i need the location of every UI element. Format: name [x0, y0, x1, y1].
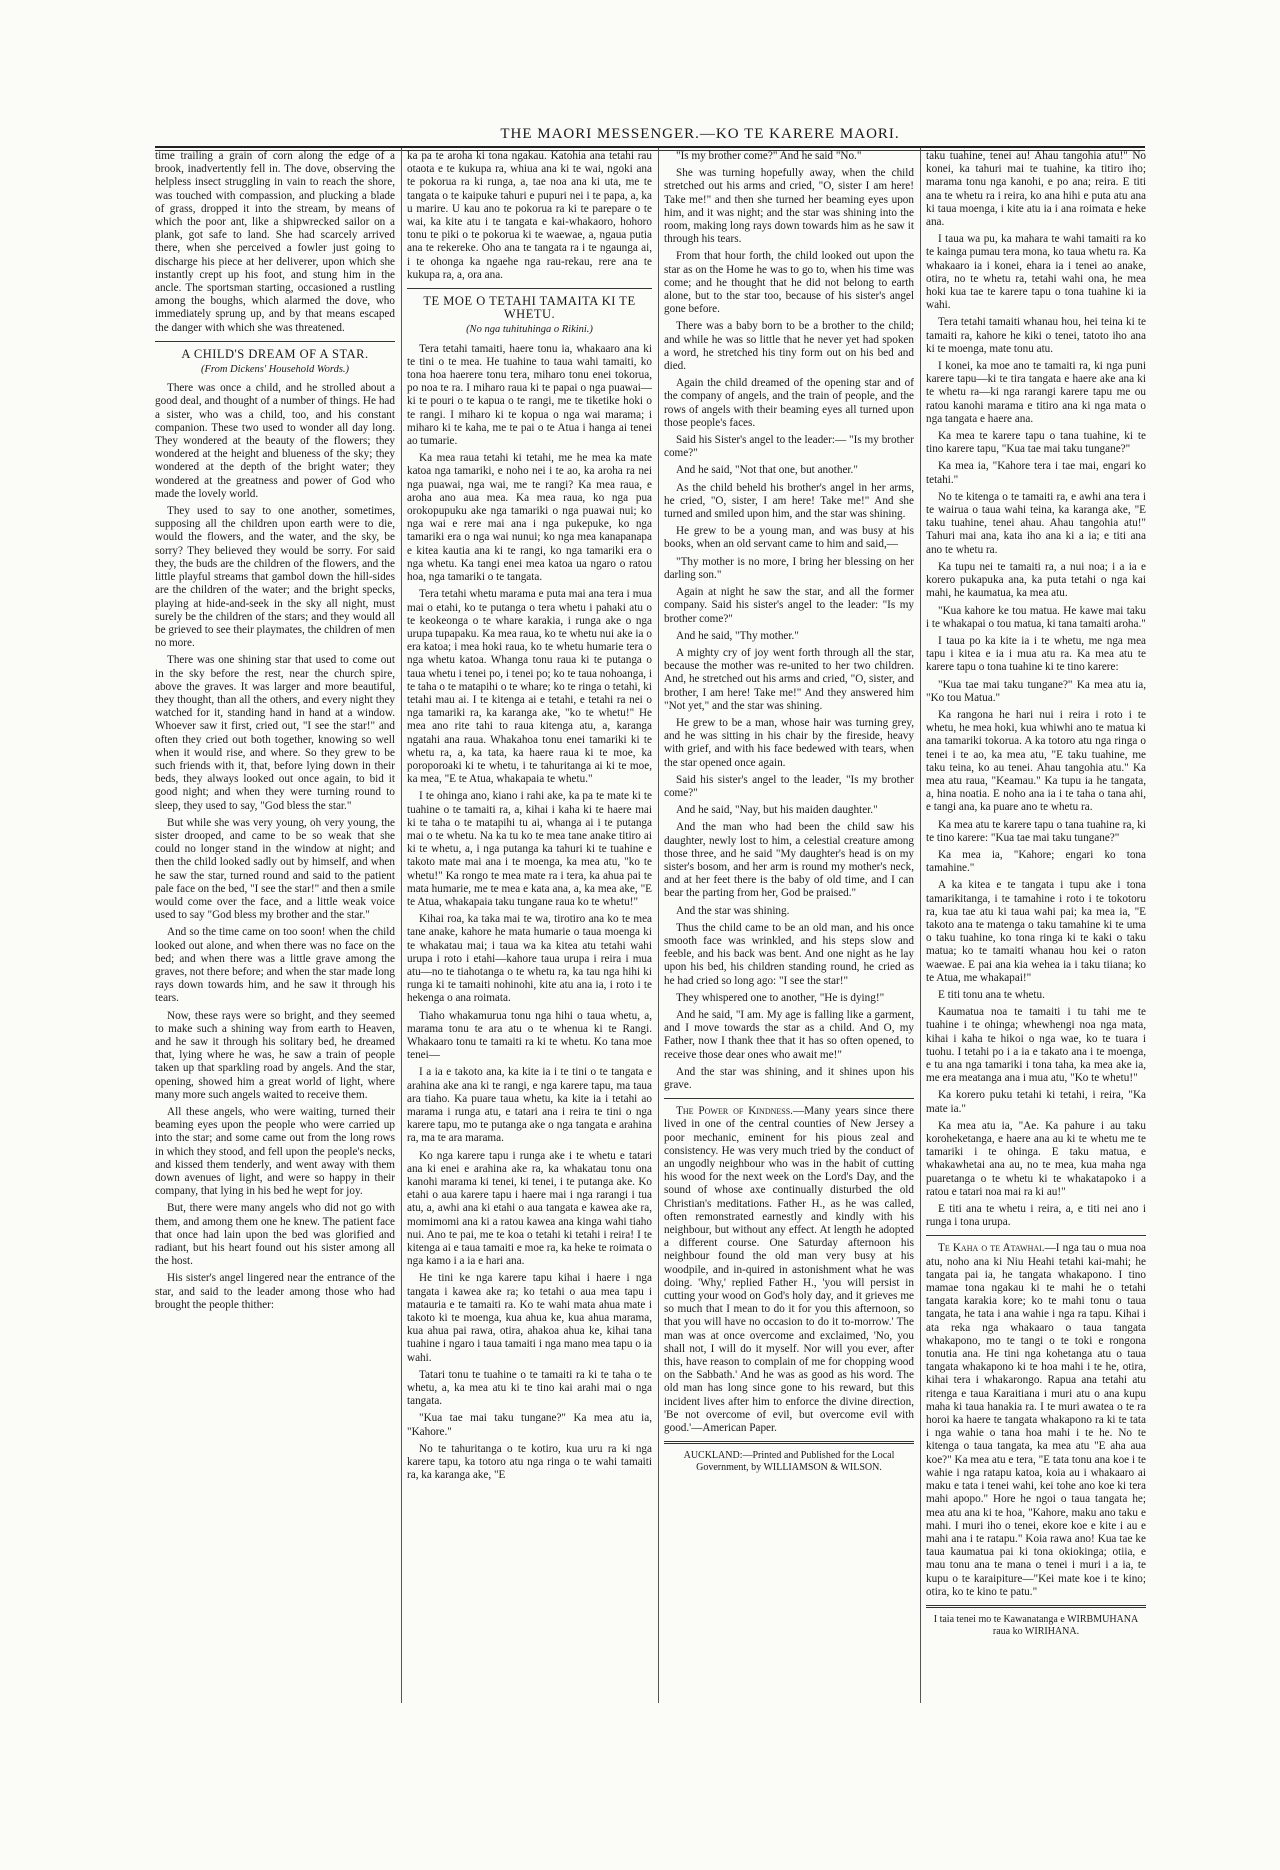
- paragraph: From that hour forth, the child looked out upon the star as on the Home he was to go to, when his time was come; and he thought that he did not belong to earth alone, but to the star too, because of his sister's angel gone before.: [664, 250, 914, 316]
- paragraph: She was turning hopefully away, when the child stretched out his arms and cried, "O, sister I am here! Take me!" and then she turned her beaming eyes upon him, and it was night; and the star was shining into the room, making long rays down towards him as he saw it through his tears.: [664, 167, 914, 246]
- paragraph: Ko nga karere tapu i runga ake i te whetu e tatari ana ki enei e arahina ake ra, ka whakatau tonu ona kanohi marama ki tenei, ki tenei, i te putanga ake. Ko etahi o aua karere tapu i haere mai i nga rarangi i tua atu, a, awhi ana ki etahi o aua tangata e kawea ake ra, momimomi ana ki a ratou kawea ana kinga wahi tiaho nui. Ano te pai, me te koa o tetahi ki tetahi i reira! I te kitenga ai e taua tamaiti e moe ra, ka heke te roimata o nga kamo i a ia e hari ana.: [407, 1149, 652, 1268]
- printer-imprint: I taia tenei mo te Kawanatanga e WIRBMUHANA raua ko WIRIHANA.: [933, 1613, 1139, 1637]
- paragraph: Ka mea ia, "Kahore tera i tae mai, engari ko tetahi.": [926, 460, 1146, 486]
- paragraph: Again at night he saw the star, and all the former company. Said his sister's angel to the leader: "Is my brother come?": [664, 586, 914, 625]
- ant-dove-fable-end: time trailing a grain of corn along the edge of a brook, inadvertently fell in. The dove, observing the helpless insect struggling in vain to reach the shore, was touched with compassion, and plucking a blade of grass, dropped it into the stream, by means of which the poor ant, like a shipwrecked sailor on a plank, got safe to land. She had scarcely arrived there, when she perceived a fowler just going to discharge his piece at her deliverer, upon which she instantly crept up his foot, and stung him in the ancle. The sportsman starting, occasioned a rustling among the boughs, which alarmed the dove, who immediately sprung up, and by that means escaped the danger with which she was threatened.: [155, 150, 395, 334]
- paragraph: Ka mea atu ia, "Ae. Ka pahure i au taku koroheketanga, e haere ana au ki te whetu me te tamariki i te ohinga. E taku matua, e whakawhetai ana au, no te mea, kua maha nga puaretanga o te whetu ki te whakatapoko i a ratou e tatari noa mai ra ki au!": [926, 1119, 1146, 1198]
- paragraph: And he said, "I am. My age is falling like a garment, and I move towards the star as a child. And O, my Father, now I thank thee that it has so often opened, to receive those dear ones who await me!": [664, 1008, 914, 1061]
- article-heading: TE MOE O TETAHI TAMAITA KI TE WHETU.: [423, 294, 636, 322]
- column-divider: [401, 148, 402, 1703]
- paragraph: Said his sister's angel to the leader, "Is my brother come?": [664, 773, 914, 799]
- paragraph: A ka kitea e te tangata i tupu ake i tona tamarikitanga, i te tamahine i roto i te tokotoru ra, kua tae atu ki taua wahi pai; ka mea ia, "E takoto ana te matenga o taku tamahine ki te uma o taku tuahine, ko tona ringa ki te kaki o taku matua; ko te tamaiti whanau hou kei o raton waewae. E pai ana kia wehea ia i taku tiiana; ko te Atua, me whakapai!": [926, 879, 1146, 984]
- paragraph: Thus the child came to be an old man, and his once smooth face was wrinkled, and his steps slow and feeble, and his back was bent. And one night as he lay upon his bed, his children standing round, he cried as he had cried so long ago: "I see the star!": [664, 921, 914, 987]
- paragraph: And the man who had been the child saw his daughter, newly lost to him, a celestial creature among those three, and he said "My daughter's head is on my sister's bosom, and her arm is round my mother's neck, and at her feet there is the baby of old time, and I can bear the parting from her, God be praised.": [664, 821, 914, 900]
- paragraph: Tera tetahi tamaiti, haere tonu ia, whakaaro ana ki te tini o te mea. He tuahine to taua wahi tamaiti, ko tona hoa haerere tonu tera, miharo tonu enei tokorua, po noa te ra. I miharo raua ki te papai o nga puawai—ki te pouri o te kapua o te rangi, me te tiketike hoki o te rangi. I miharo ki te kopua o nga wai marama; i miharo ki te kaha, me te pai o te Atua i hanga ai tenei ao tumarie.: [407, 342, 652, 448]
- kaha-body: —I nga tau o mua noa atu, noho ana ki Niu Heahi tetahi kai-mahi; he tangata pai ia, he tangata whakapono. I tino mamae tona ngakau ki te mahi he o tetahi tangata karakia kore; ko te mahi tonu o taua tangata, he tata i ana wahie i nga ra tapu. Kihai i ata reka nga whakaaro o taua tangata whakapono, mo te tangi o te toki e rongona tonutia ana. He tini nga kohetanga atu o taua tangata whakapono ki te hoa mahi i te he, otira, kihai tera i whakarongo. Rapua ana tetahi atu ritenga e taua Karaitiana i muri atu o ana kupu maha ki taua hanakia ra. I te muri awatea o te ra horoi ka haere te tangata whakapono ra ki te tata i nga wahie o tana hoa mahi i te he. No te kitenga o taua tangata, ka mea atu "E aha aua koe?" Ka mea atu e tera, "E tata tonu ana koe i te wahie i nga ratapu katoa, koia au i whakaaro ai maku e tata i tenei wahi, kei tohe ano koe ki tera mahi apopo." Hore he ngoi o taua tangata he; mea atu ana ki te hoa, "Kahore, maku ano taku e mahi. I muri iho o tenei, ekore koe e kite i au e mahi ana i te ratapu." Koia rawa ano! Kua tae ke taua kaumatua pai ki tona okiokinga; otiia, e mau tonu ana te mana o tenei i muri i a ia, te kupu o te karaipiture—"Kei mate koe i te kino; otira, ko te kino te patu.": [926, 1242, 1146, 1598]
- paragraph: There was a baby born to be a brother to the child; and while he was so little that he never yet had spoken a word, he stretched his tiny form out on his bed and died.: [664, 320, 914, 373]
- paragraph: Again the child dreamed of the opening star and of the company of angels, and the train of people, and the rows of angels with their beaming eyes all turned upon those people's faces.: [664, 377, 914, 429]
- masthead-rule: [155, 146, 1145, 148]
- paragraph: No te tahuritanga o te kotiro, kua uru ra ki nga karere tapu, ka totoro atu nga ringa o te wahi tamaiti ra, ka karanga ake, "E: [407, 1442, 652, 1482]
- section-divider: [664, 1098, 914, 1099]
- paragraph: Ka mea te karere tapu o tana tuahine, ki te tino karere tapu, "Kua tae mai taku tungane?": [926, 430, 1146, 456]
- paragraph: Kaumatua noa te tamaiti i tu tahi me te tuahine i te ohinga; whewhengi noa nga mata, kihai i kaha te hikoi o nga wae, ko te tuara i tuohu. I tetahi po i a ia e takato ana i te moenga, e tu ana nga tamariki i tona taha, ka mea ake ia, me era meatanga ana i mua atu, "Ko te whetu!": [926, 1006, 1146, 1085]
- column-divider: [658, 148, 659, 1703]
- paragraph: Tera tetahi whetu marama e puta mai ana tera i mua mai o etahi, ko te putanga o tera whetu i pahaki atu o te keokeonga o te whare karakia, i runga ake o nga urupa tupapaku. Ka mea raua, ko te whetu nui ake ia o era katoa; i mea hoki raua, ko te whetu humarie tera o nga whetu katoa. Whanga tonu raua ki te putanga o taua whetu i tenei po, i tenei po; ko te taua nohoanga, i te taha o te matapihi o te whare; ko te ringa o tetahi, ki tetahi mau ai. I te kitenga ai e tetahi, e tetahi ra nei o nga tamariki ra, ka karanga ake, "ko te whetu!" He mea ano rite tahi to raua kitenga atu, a, karanga ngatahi ana raua. Whakahoa tonu enei tamariki ki te whetu ra, a, ka tata, ka haere raua ki te moe, ka poroporoaki ki te whetu, i te tahuritanga ai ki te moe, ka mea, "E te Atua, whakapaia te whetu.": [407, 588, 652, 786]
- column-maori-left: [407, 150, 652, 1700]
- paragraph: There was once a child, and he strolled about a good deal, and thought of a number of things. He had a sister, who was a child, too, and his constant companion. These two used to wonder all day long. They wondered at the beauty of the flowers; they wondered at the height and blueness of the sky; they wondered at the depth of the bright water; they wondered at the greatness and power of God who made the lovely world.: [155, 382, 395, 500]
- column-english-left: [155, 150, 395, 1700]
- kaha-article: [926, 1242, 1146, 1598]
- printer-imprint: AUCKLAND:—Printed and Published for the Local Government, by WILLIAMSON & WILSON.: [683, 1450, 895, 1474]
- paragraph: His sister's angel lingered near the entrance of the star, and said to the leader among those who had brought the people thither:: [155, 1272, 395, 1311]
- paragraph: Ka korero puku tetahi ki tetahi, i reira, "Ka mate ia.": [926, 1089, 1146, 1115]
- column-divider: [920, 148, 921, 1703]
- kindness-article: [664, 1105, 914, 1435]
- paragraph: E titi tonu ana te whetu.: [938, 988, 1045, 1001]
- paragraph: No te kitenga o te tamaiti ra, e awhi ana tera i te wairua o taua wahi teina, ka karanga ake, "E taku tuahine, tenei ahau. Ahau tangohia atu!" Tahuri mai ana, kata iho ana ki a ia; e titi ana ano te whetu ra.: [926, 490, 1146, 556]
- column-english-right: [664, 150, 914, 1705]
- paragraph: And he said, "Thy mother.": [676, 629, 799, 642]
- paragraph: Ka mea raua tetahi ki tetahi, me he mea ka mate katoa nga tamariki, e noho nei i te ao, ka aroha ra nei nga puawai, nga wai, me te rangi? Ka mea raua, e aroha ano aua mea. Ka mea raua, ko nga pua orokopupuku ake nga tamariki o nga puawai nui; ko nga wai e rere mai ana i nga pukepuke, ko nga tamariki era o nga wai nunui; ko nga mea kanapanapa e kitea kautia ana ki te rangi, ko nga tamariki era o nga whetu. Ka tangi enei mea katoa ua ngaro o ratou hoa, nga tamariki o te tangata.: [407, 452, 652, 584]
- paragraph: And he said, "Not that one, but another.": [676, 464, 858, 477]
- paragraph: And the star was shining.: [676, 904, 790, 917]
- paragraph: A mighty cry of joy went forth through all the star, because the mother was re-united to her two children. And, he stretched out his arms and cried, "O, sister, and brother, I am here! Take me!" And they answered him "Not yet," and the star was shining.: [664, 646, 914, 712]
- paragraph: But while she was very young, oh very young, the sister drooped, and came to be so weak that she could no longer stand in the window at night; and then the child looked sadly out by himself, and when he saw the star, turned round and said to the patient pale face on the bed, "I see the star!" and then a smile would come over the face, and a little weak voice used to say "God bless my brother and the star.": [155, 816, 395, 922]
- paragraph: Now, these rays were so bright, and they seemed to make such a shining way from earth to Heaven, and he saw it through his solitary bed, he dreamed that, lying where he was, he saw a train of people taken up that sparkling road by angels. And the star, opening, showed him a great world of light, where many more such angels waited to receive them.: [155, 1009, 395, 1101]
- paragraph: I te ohinga ano, kiano i rahi ake, ka pa te mate ki te tuahine o te tamaiti ra, a, kihai i kaha ki te haere mai ki te taha o te matapihi tu ai, whanga ai i te putanga mai o te whetu. Na ka tu ko te mea tane anake titiro ai ki te whetu, a, i nga putanga ka tahuri ki te tuahine e takoto mate mai ana i te moenga, ka mea atu, "ko te whetu!" Ka rongo te mea mate ra i tera, ka ahua pai te mata humarie, me te mea e kata ana, a, ka mea ake, "E te Atua, whakapaia taku tungane raua ko te whetu!": [407, 790, 652, 908]
- paragraph: "Thy mother is no more, I bring her blessing on her darling son.": [664, 555, 914, 581]
- paragraph: I taua po ka kite ia i te whetu, me nga mea tapu i kitea e ia i mua atu ra. Ka mea atu te karere tapu o tona tuahine ki te tino karere:: [926, 634, 1146, 674]
- paragraph: There was one shining star that used to come out in the sky before the rest, near the church spire, above the graves. It was larger and more beautiful, they thought, than all the others, and every night they watched for it, standing hand in hand at a window. Whoever saw it first, cried out, "I see the star!" and often they cried out both together, knowing so well when it would rise, and where. So they grew to be such friends with it, that, before lying down in their beds, they always looked out once again, to bid it good night; and when they were turning round to sleep, they used to say, "God bless the star.": [155, 654, 395, 812]
- column-maori-right: [926, 150, 1146, 1705]
- paragraph: I konei, ka moe ano te tamaiti ra, ki nga puni karere tapu—ki te tira tangata e haere ake ana ki te whetu ra—ki nga rarangi karere tapu me ou ratou kanohi marama e titiro ana ki nga mata o nga tangata e haere ana.: [926, 360, 1146, 425]
- paragraph: Ka rangona he hari nui i reira i roto i te whetu, he mea hoki, kua whiwhi ano te matua ki ana tamariki tokorua. A ka totoro atu nga ringa o tenei i te ao, ka mea atu, "E taku tuahine, me taku teina, ko au tenei. Ahau tangohia atu." Ka mea atu raua, "Keamau." Ka tupu ia he tangata, a, hina noatia. E noho ana ia i te taha o tana ahi, e tangi ana, ka puare ano te whetu ra.: [926, 708, 1146, 814]
- paragraph: Kihai roa, ka taka mai te wa, tirotiro ana ko te mea tane anake, kahore he mata humarie o taua moenga ki te whakatau mai; i taua wa ka kitea atu tetahi wahi urupa i roto i etahi—kahore taua urupa i reira i mua atu—no te tiahotanga o te whetu ra, ka tau nga hihi ki runga ki te tamaiti nohinohi, kite atu ana ia, i roto i te hekenga o ana roimata.: [407, 913, 652, 1005]
- paragraph: He tini ke nga karere tapu kihai i haere i nga tangata i kawea ake ra; ko tetahi o aua mea tapu i matauria e te tamaiti ra. Ko te wahi mata ahua mate i takoto ki te moenga, kua ahua ke, kua ahua marama, kua ahua pai rawa, otira, ahakoa ahua ke, kihai tana tuahine i ngaro i taua tamaiti i nga mano mea tapu o ia wahi.: [407, 1272, 652, 1364]
- paragraph: Ka mea ia, "Kahore; engari ko tona tamahine.": [926, 848, 1146, 875]
- kindness-title: The Power of Kindness.: [676, 1105, 793, 1118]
- paragraph: He grew to be a man, whose hair was turning grey, and he was sitting in his chair by the fireside, heavy with grief, and with his face bedewed with tears, when the star opened once again.: [664, 716, 914, 769]
- paragraph: Ka tupu nei te tamaiti ra, a nui noa; i a ia e korero pukapuka ana, ka puta tetahi o nga kai mahi, he kaumatua, ka mea atu.: [926, 560, 1146, 600]
- paragraph: Ka mea atu te karere tapu o tana tuahine ra, ki te tino karere: "Kua tae mai taku tungane?": [926, 818, 1146, 844]
- article-heading: A CHILD'S DREAM OF A STAR.: [181, 346, 369, 361]
- paragraph: E titi ana te whetu i reira, a, e titi nei ano i runga i tona urupa.: [926, 1203, 1146, 1229]
- section-divider: [926, 1235, 1146, 1236]
- article-source: (From Dickens' Household Words.): [200, 364, 350, 376]
- paragraph: I a ia e takoto ana, ka kite ia i te tini o te tangata e arahina ake ana ki te rangi, e nga karere tapu, ma taua ara tiaho. Ka puare taua whetu, ka kite ia i tetahi ao marama i runga atu, e tatari ana i reira te tini o nga karere tapu, mo te putanga ake o nga tangata e arahina ra, ma te ara marama.: [407, 1066, 652, 1145]
- paragraph: And he said, "Nay, but his maiden daughter.": [676, 804, 878, 817]
- paragraph: They whispered one to another, "He is dying!": [676, 991, 885, 1004]
- masthead-title: THE MAORI MESSENGER.—KO TE KARERE MAORI.: [500, 126, 900, 142]
- paragraph: Tatari tonu te tuahine o te tamaiti ra ki te taha o te whetu, a, ka mea atu ki te tino kai arahi mai o nga tangata.: [407, 1368, 652, 1408]
- paragraph: taku tuahine, tenei au! Ahau tangohia atu!" No konei, ka tahuri mai te tuahine, ka titiro iho; marama tonu nga kanohi, e po ana; reira. E titi ana te whetu ra i reira, ko ana hihi e puta atu ana ki taua moenga, i kite atu ia i ana roimata e heke ana.: [926, 150, 1146, 229]
- paragraph: And the star was shining, and it shines upon his grave.: [664, 1065, 914, 1091]
- article-source: (No nga tuhituhinga o Rikini.): [466, 324, 593, 336]
- paragraph: Said his Sister's angel to the leader:— "Is my brother come?": [664, 434, 914, 460]
- kindness-body: —Many years since there lived in one of the central counties of New Jersey a poor mechanic, eminent for his pious zeal and consistency. He was very much tried by the conduct of an ungodly neighbour who was in the habit of cutting his wood for the next week on the Lord's Day, and the sound of whose axe continually disturbed the old Christian's meditations. Father H., as he was called, often remonstrated earnestly and kindly with his neighbour, but without any effect. At length he adopted a different course. One Saturday afternoon his neighbour found the old man very busy at his woodpile, and in-quired in astonishment what he was doing. 'Why,' replied Father H., 'you will persist in cutting your wood on God's holy day, and it grieves me so much that I mean to do it for you this afternoon, so that you will have no occasion to do it to-morrow.' The man was at once overcome and exclaimed, 'No, you shall not, I will do it myself. Nor will you ever, after this, have reason to complain of me for chopping wood on the Sabbath.' And he was as good as his word. The old man has long since gone to his reward, but this incident lives after him to enforce the divine direction, 'Be not overcome of evil, but overcome evil with good.'—American Paper.: [664, 1105, 914, 1435]
- paragraph: "Kua kahore ke tou matua. He kawe mai taku i te whakapai o tou matua, ki tana tamaiti aroha.": [926, 604, 1146, 630]
- paragraph: "Kua tae mai taku tungane?" Ka mea atu ia, "Ko tou Matua.": [926, 678, 1146, 704]
- imprint-divider: [926, 1605, 1146, 1608]
- kaha-title: Te Kaha o te Atawhai.: [938, 1242, 1045, 1255]
- paragraph: I taua wa pu, ka mahara te wahi tamaiti ra ko te kainga pumau tera mona, ko taua whetu ra. Ka whakaaro ia i konei, ehara ia i tenei ao anake, otira, no te whetu ra, tetahi wahi ona, he mea hoki kua tae te karere tapu o tona tuahine ki ia wahi.: [926, 233, 1146, 312]
- paragraph: As the child beheld his brother's angel in her arms, he cried, "O, sister, I am here! Take me!" And she turned and smiled upon him, and the star was shining.: [664, 481, 914, 521]
- paragraph: "Kua tae mai taku tungane?" Ka mea atu ia, "Kahore.": [407, 1412, 652, 1438]
- paragraph: But, there were many angels who did not go with them, and among them one he knew. The patient face that once had lain upon the bed was glorified and radiant, but his heart found out his sister among all the host.: [155, 1202, 395, 1268]
- paragraph: He grew to be a young man, and was busy at his books, when an old servant came to him and said,—: [664, 525, 914, 551]
- section-divider: [155, 341, 395, 342]
- paragraph: "Is my brother come?" And he said "No.": [676, 150, 862, 162]
- paragraph: And so the time came on too soon! when the child looked out alone, and when there was no face on the bed; and when there was a little grave among the graves, not there before; and when the star made long rays down towards him, and he saw it through his tears.: [155, 926, 395, 1005]
- paragraph: ka pa te aroha ki tona ngakau. Katohia ana tetahi rau otaota e te kukupa ra, whiua ana ki te wai, ngoki ana te pokorua ra ki runga, a, tae noa ana ki uta, me te tangata o te kaipuke tahuri e pupuri nei i te papa, a, ka u marire. U kau ano te pokorua ra ki te parepare o te wai, ka kite atu i te tangata e kai-whakaoro, hohoro tonu te piki o te pokorua ki te waewae, a, ngaua putia ana te rekereke. Oho ana te tangata ra i te ngaunga ai, i te ohonga ka ngaehe nga rau-rekau, rere ana te kukupa ra, a, ora ana.: [407, 150, 652, 281]
- imprint-divider: [664, 1441, 914, 1444]
- section-divider: [407, 288, 652, 289]
- paragraph: They used to say to one another, sometimes, supposing all the children upon earth were to die, would the flowers, and the water, and the sky, be sorry? They believed they would be sorry. For said they, the buds are the children of the flowers, and the little playful streams that gambol down the hill-sides are the children of the water; and the bright specks, playing at hide-and-seek in the sky all night, must surely be the children of the stars; and they would all be grieved to see their playmates, the children of men no more.: [155, 505, 395, 650]
- paragraph: Tera tetahi tamaiti whanau hou, hei teina ki te tamaiti ra, kahore he kiki o tenei, tatoto iho ana ki te moenga, mate tonu atu.: [926, 316, 1146, 355]
- paragraph: All these angels, who were waiting, turned their beaming eyes upon the people who were carried up into the star; and some came out from the long rows in which they stood, and fell upon the people's necks, and kissed them tenderly, and went away with them down avenues of light, and were so happy in their company, that lying in his bed he wept for joy.: [155, 1106, 395, 1198]
- paragraph: Tiaho whakamurua tonu nga hihi o taua whetu, a, marama tonu te ara atu o te whenua ki te Rangi. Whakaaro tonu te tamaiti ra ki te whetu. Ko tana moe tenei—: [407, 1009, 652, 1062]
